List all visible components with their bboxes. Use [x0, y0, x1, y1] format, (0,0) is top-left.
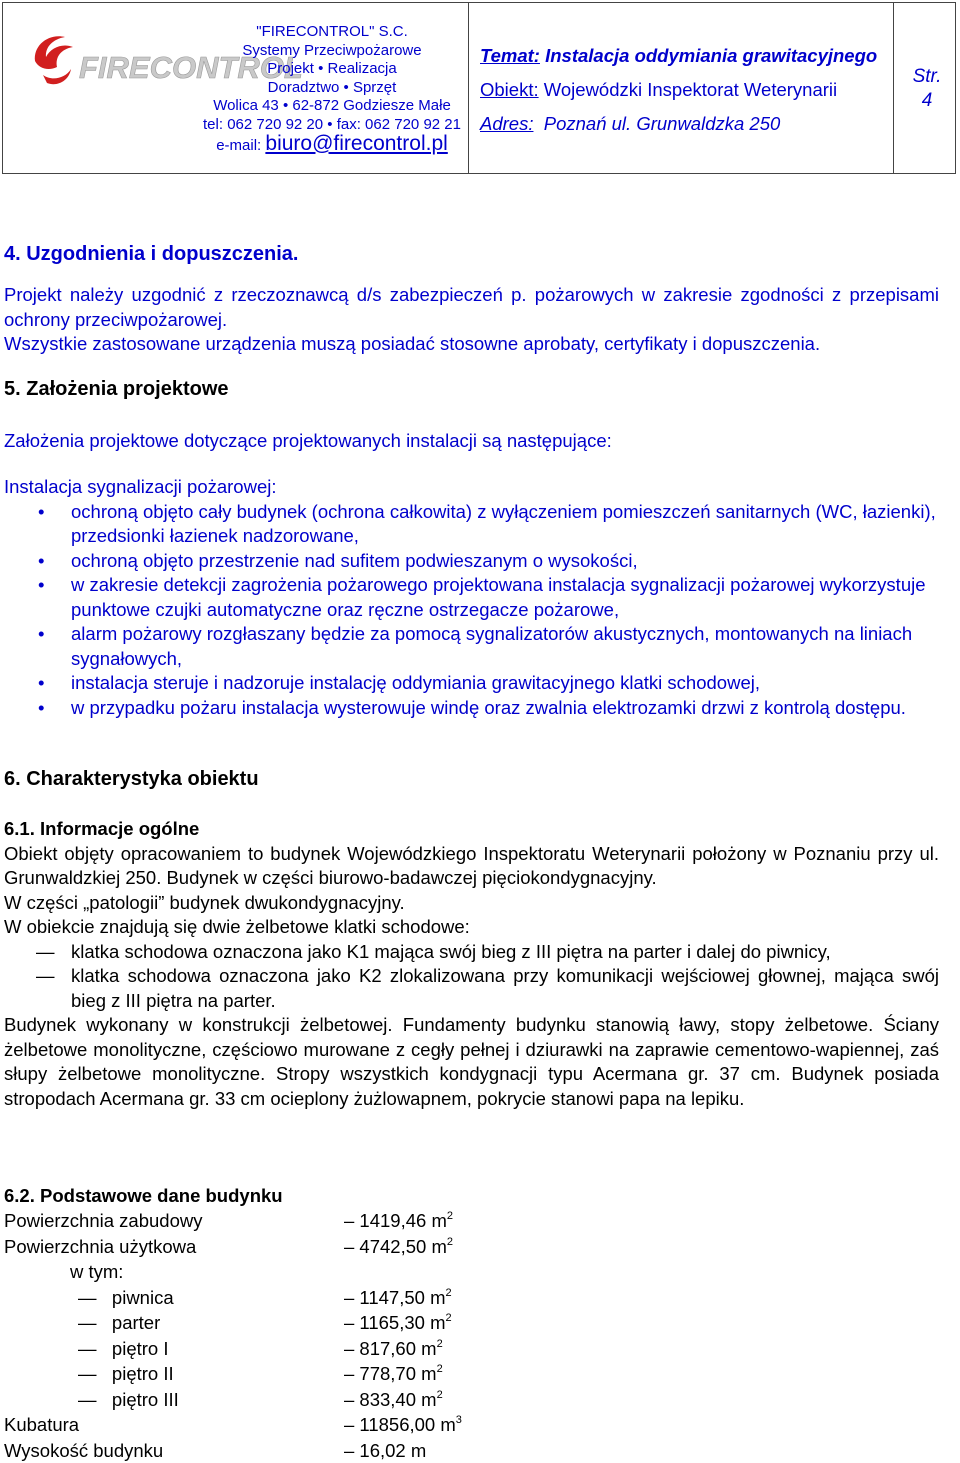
- subsection-heading: 6.2. Podstawowe dane budynku: [4, 1184, 939, 1209]
- company-address: Wolica 43 • 62-872 Godziesze Małe: [199, 97, 465, 116]
- dash-icon: —: [78, 1287, 97, 1308]
- email-label: e-mail:: [216, 137, 261, 154]
- data-label: Wysokość budynku: [4, 1438, 344, 1463]
- list-item-text: w zakresie detekcji zagrożenia pożarowego projektowana instalacja sygnalizacji pożarowej wykorzystuje punktowe czujki automatyczne oraz ręczne ostrzegacze pożarowe,: [71, 574, 926, 620]
- data-label: — piętro III: [4, 1387, 344, 1413]
- page-number-box: [897, 65, 957, 113]
- topic-value: Instalacja oddymiania grawitacyjnego: [545, 45, 877, 66]
- paragraph: Założenia projektowe dotyczące projektowanych instalacji są następujące:: [4, 429, 939, 454]
- list-item: [4, 622, 939, 671]
- paragraph: Budynek wykonany w konstrukcji żelbetowej. Fundamenty budynku stanowią ławy, stopy żelbetowe. Ściany żelbetowe monolityczne, częściowo murowane z cegły pełnej i dziurawki na zaprawie cementowo-wapiennej, zaś słupy żelbetowe monolityczne. Stropy wszystkich kondygnacji typu Acermana gr. 37 cm. Budynek posiada stropodach Acermana gr. 33 cm ocieplony żużlowapnem, pokrycie stanowi papa na lepiku.: [4, 1013, 939, 1111]
- dash-icon: —: [78, 1363, 97, 1384]
- section-heading: 6. Charakterystyka obiektu: [4, 767, 939, 792]
- object-value: Wojewódzki Inspektorat Weterynarii: [544, 79, 837, 100]
- object-label: Obiekt:: [480, 79, 539, 100]
- section-4-body: [4, 283, 939, 357]
- list-item: [4, 573, 939, 622]
- list-item-text: klatka schodowa oznaczona jako K2 zlokalizowana przy komunikacji wejściowej głownej, mająca swój bieg z III piętra na parter.: [71, 965, 939, 1011]
- header-divider: [893, 3, 894, 173]
- list-item: [4, 964, 939, 1013]
- data-value: – 817,60 $m^2$: [344, 1336, 462, 1362]
- list-item: [4, 500, 939, 549]
- dash-icon: —: [36, 964, 55, 989]
- section-6: [4, 767, 939, 792]
- list-item-text: alarm pożarowy rozgłaszany będzie za pomocą sygnalizatorów akustycznych, montowanych na liniach sygnałowych,: [71, 623, 912, 669]
- data-value: – 1419,46 $m^2$: [344, 1208, 462, 1234]
- header-divider: [468, 3, 469, 173]
- company-phone: tel: 062 720 92 20 • fax: 062 720 92 21: [199, 116, 465, 135]
- fire-alarm-list: [4, 475, 939, 720]
- dash-icon: —: [78, 1389, 97, 1410]
- data-value: – 778,70 $m^2$: [344, 1361, 462, 1387]
- table-row: [4, 1285, 462, 1311]
- dash-icon: —: [78, 1312, 97, 1333]
- data-label: Powierzchnia zabudowy: [4, 1208, 344, 1234]
- paragraph: Wszystkie zastosowane urządzenia muszą posiadać stosowne aprobaty, certyfikaty i dopuszczenia.: [4, 332, 939, 357]
- table-row: [4, 1361, 462, 1387]
- bullet-icon: •: [38, 671, 44, 696]
- data-value: – 1165,30 $m^2$: [344, 1310, 462, 1336]
- table-row: [4, 1336, 462, 1362]
- company-email-row: [199, 135, 465, 156]
- list-item: [4, 671, 939, 696]
- section-5: [4, 377, 939, 402]
- topic-label: Temat:: [480, 45, 540, 66]
- section-6-2: [4, 1184, 939, 1209]
- section-heading: 4. Uzgodnienia i dopuszczenia.: [4, 242, 939, 267]
- list-item-text: w przypadku pożaru instalacja wysterowuje windę oraz zwalnia elektrozamki drzwi z kontrolą dostępu.: [71, 697, 906, 718]
- table-row: [4, 1234, 462, 1260]
- building-data-table: [4, 1208, 462, 1463]
- document-header: [2, 2, 956, 174]
- data-label: — piętro II: [4, 1361, 344, 1387]
- section-5-intro: [4, 429, 939, 454]
- company-line: Projekt • Realizacja: [199, 60, 465, 79]
- list-item-text: klatka schodowa oznaczona jako K1 mająca swój bieg z III piętra na parter i dalej do piwnicy,: [71, 941, 831, 962]
- data-value: – 1147,50 $m^2$: [344, 1285, 462, 1311]
- table-row: [4, 1387, 462, 1413]
- dash-icon: —: [78, 1338, 97, 1359]
- list-item-text: ochroną objęto cały budynek (ochrona całkowita) z wyłączeniem pomieszczeń sanitarnych (WC, łazienki), przedsionki łazienek nadzorowane,: [71, 501, 936, 547]
- data-label: — piwnica: [4, 1285, 344, 1311]
- data-label: w tym:: [4, 1259, 344, 1285]
- bullet-icon: •: [38, 622, 44, 647]
- logo-wordmark: FIRECONTROL: [79, 50, 303, 85]
- data-label: — piętro I: [4, 1336, 344, 1362]
- section-heading: 5. Założenia projektowe: [4, 377, 939, 402]
- section-4: [4, 242, 939, 267]
- table-row: [4, 1259, 462, 1285]
- table-row: [4, 1208, 462, 1234]
- list-item: [4, 549, 939, 574]
- table-row: [4, 1412, 462, 1438]
- section-6-1: [4, 817, 939, 1111]
- subsection-heading: 6.1. Informacje ogólne: [4, 817, 939, 842]
- data-label: — parter: [4, 1310, 344, 1336]
- paragraph: Obiekt objęty opracowaniem to budynek Wojewódzkiego Inspektoratu Weterynarii położony w Poznaniu przy ul. Grunwaldzkiej 250. Budynek w części biurowo-badawczej pięciokondygnacyjny.: [4, 842, 939, 891]
- bullet-icon: •: [38, 549, 44, 574]
- data-label: Kubatura: [4, 1412, 344, 1438]
- company-name: "FIRECONTROL" S.C.: [199, 23, 465, 42]
- table-row: [4, 1310, 462, 1336]
- data-value: – 16,02 m: [344, 1438, 462, 1463]
- dash-icon: —: [36, 940, 55, 965]
- bullet-icon: •: [38, 500, 44, 525]
- paragraph: W obiekcie znajdują się dwie żelbetowe klatki schodowe:: [4, 915, 939, 940]
- table-row: [4, 1438, 462, 1463]
- document-meta: [480, 39, 877, 141]
- list-heading: Instalacja sygnalizacji pożarowej:: [4, 475, 939, 500]
- data-value: – 4742,50 $m^2$: [344, 1234, 462, 1260]
- company-line: Doradztwo • Sprzęt: [199, 79, 465, 98]
- data-value: – 11856,00 $m^3$: [344, 1412, 462, 1438]
- email-link[interactable]: biuro@firecontrol.pl: [265, 132, 447, 155]
- bullet-icon: •: [38, 696, 44, 721]
- address-label: Adres:: [480, 113, 533, 134]
- page-number: 4: [897, 89, 957, 113]
- address-value: Poznań ul. Grunwaldzka 250: [544, 113, 781, 134]
- paragraph: W części „patologii” budynek dwukondygnacyjny.: [4, 891, 939, 916]
- bullet-icon: •: [38, 573, 44, 598]
- company-line: Systemy Przeciwpożarowe: [199, 42, 465, 61]
- list-item-text: instalacja steruje i nadzoruje instalację oddymiania grawitacyjnego klatki schodowej,: [71, 672, 760, 693]
- list-item-text: ochroną objęto przestrzenie nad sufitem podwieszanym o wysokości,: [71, 550, 638, 571]
- company-info: [199, 23, 465, 155]
- data-value: – 833,40 $m^2$: [344, 1387, 462, 1413]
- data-label: Powierzchnia użytkowa: [4, 1234, 344, 1260]
- list-item: [4, 696, 939, 721]
- page-label: Str.: [897, 65, 957, 89]
- list-item: [4, 940, 939, 965]
- paragraph: Projekt należy uzgodnić z rzeczoznawcą d/s zabezpieczeń p. pożarowych w zakresie zgodności z przepisami ochrony przeciwpożarowej.: [4, 283, 939, 332]
